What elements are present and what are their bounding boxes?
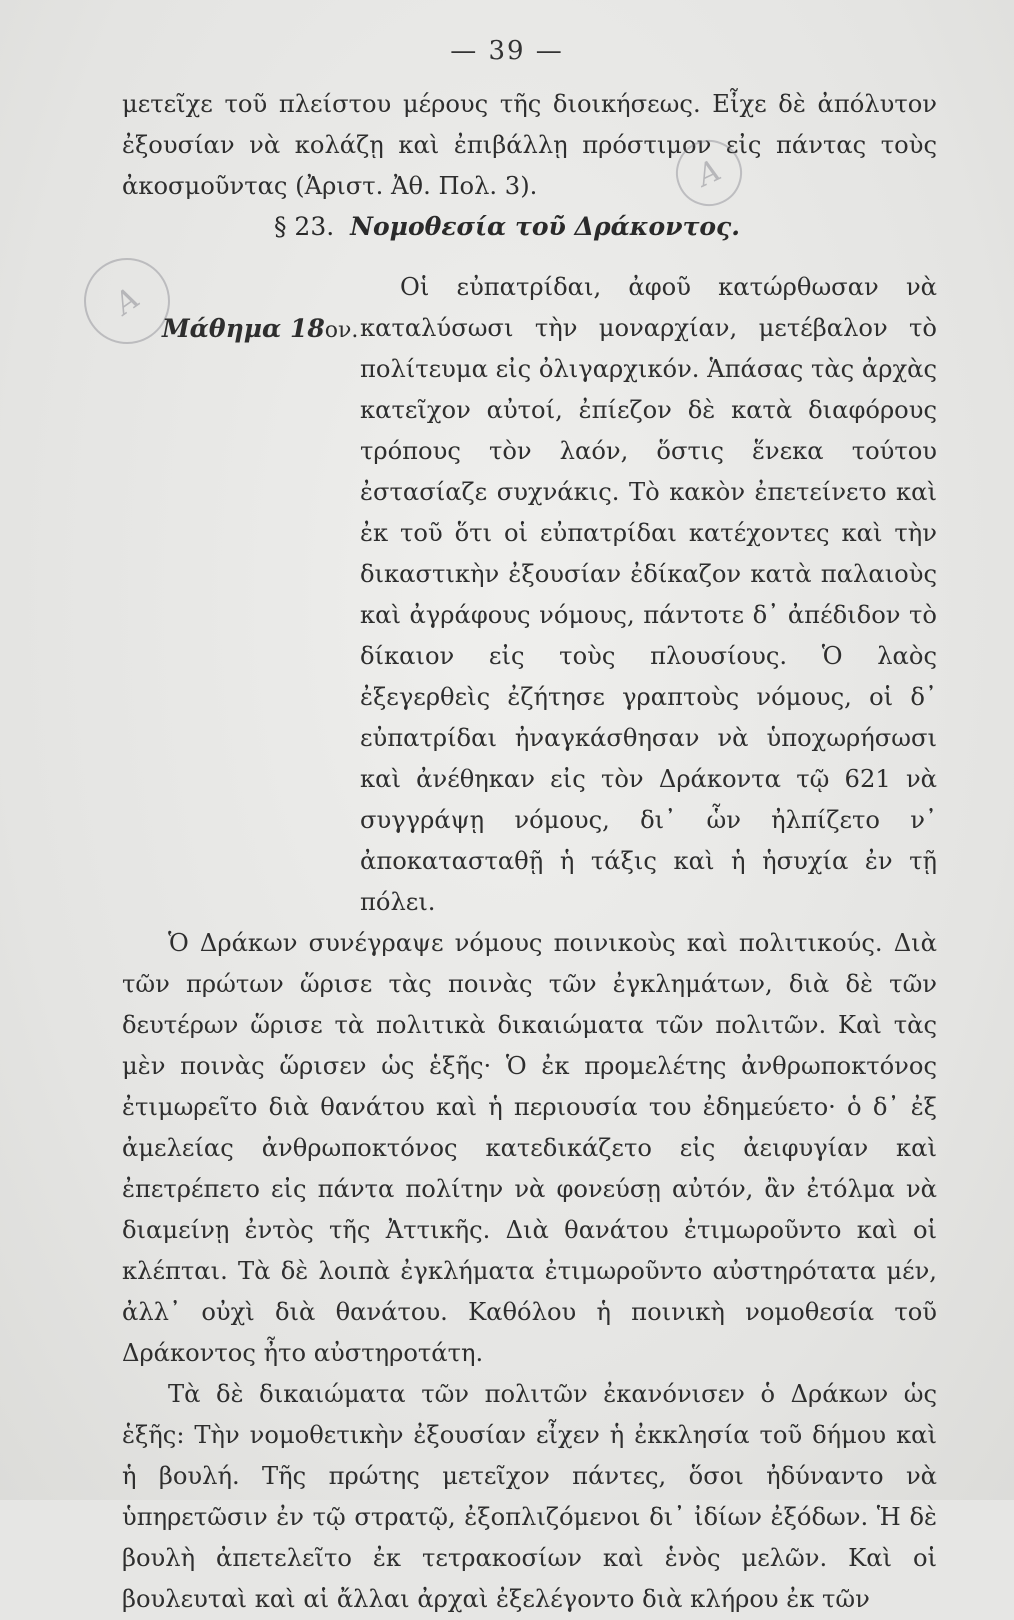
section-heading <box>0 212 1014 241</box>
paragraph-3: Τὰ δὲ δικαιώματα τῶν πολιτῶν ἐκανόνισεν ὁ Δράκων ὡς ἑξῆς: Τὴν νομοθετικὴν ἐξουσίαν εἶχεν ἡ ἐκκλησία τοῦ δήμου καὶ ἡ βουλή. Τῆς πρώτης μετεῖχον πάντες, ὅσοι ἠδύναντο νὰ ὑπηρετῶσιν ἐν τῷ στρατῷ, ἐξοπλιζόμενοι δι᾽ ἰδίων ἐξόδων. Ἡ δὲ βουλὴ ἀπετελεῖτο ἐκ τετρακοσίων καὶ ἑνὸς μελῶν. Καὶ οἱ βουλευταὶ καὶ αἱ ἄλλαι ἀρχαὶ ἐξελέγοντο διὰ κλήρου ἐκ τῶν <box>122 1380 937 1613</box>
section-number: § 23. <box>273 212 335 241</box>
paragraph-1-text: Οἱ εὐπατρίδαι, ἀφοῦ κατώρθωσαν νὰ καταλύσωσι τὴν μοναρχίαν, μετέβαλον τὸ πολίτευμα εἰς ὀλιγαρχικόν. Ἁπάσας τὰς ἀρχὰς κατεῖχον αὐτοί, ἐπίεζον δὲ κατὰ διαφόρους τρόπους τὸν λαόν, ὅστις ἕνεκα τούτου ἐστασίαζε συχνάκις. Τὸ κακὸν ἐπετείνετο καὶ ἐκ τοῦ ὅτι οἱ εὐπατρίδαι κατέχοντες καὶ τὴν δικαστικὴν ἐξουσίαν ἐδίκαζον κατὰ παλαιοὺς καὶ ἀγράφους νόμους, πάντοτε δ᾽ ἀπέδιδον τὸ δίκαιον εἰς τοὺς πλουσίους. Ὁ λαὸς ἐξεγερθεὶς ἐζήτησε γραπτοὺς νόμους, οἱ δ᾽ εὐπατρίδαι ἠναγκάσθησαν νὰ ὑποχωρήσωσι καὶ ἀνέθηκαν εἰς τὸν Δράκοντα τῷ 621 νὰ συγγράψῃ νόμους, δι᾽ ὧν ἠλπίζετο ν᾽ ἀποκατασταθῇ ἡ τάξις καὶ ἡ ἡσυχία ἐν τῇ πόλει. <box>360 273 937 916</box>
paragraph-2: Ὁ Δράκων συνέγραψε νόμους ποινικοὺς καὶ πολιτικούς. Διὰ τῶν πρώτων ὥρισε τὰς ποινὰς τῶν ἐγκλημάτων, διὰ δὲ τῶν δευτέρων ὥρισε τὰ πολιτικὰ δικαιώματα τῶν πολιτῶν. Καὶ τὰς μὲν ποινὰς ὥρισεν ὡς ἑξῆς· Ὁ ἐκ προμελέτης ἀνθρωποκτόνος ἐτιμωρεῖτο διὰ θανάτου καὶ ἡ περιουσία του ἐδημεύετο· ὁ δ᾽ ἐξ ἀμελείας ἀνθρωποκτόνος κατεδικάζετο εἰς ἀειφυγίαν καὶ ἐπετρέπετο εἰς πάντα πολίτην νὰ φονεύσῃ αὐτόν, ἂν ἐτόλμα νὰ διαμείνῃ ἐντὸς τῆς Ἀττικῆς. Διὰ θανάτου ἐτιμωροῦντο καὶ οἱ κλέπται. Τὰ δὲ λοιπὰ ἐγκλήματα ἐτιμωροῦντο αὐστηρότατα μέν, ἀλλ᾽ οὐχὶ διὰ θανάτου. Καθόλου ἡ ποινικὴ νομοθεσία τοῦ Δράκοντος ἦτο αὐστηροτάτη. <box>122 929 937 1367</box>
lesson-label-text: Μάθημα 18 <box>162 314 325 343</box>
lesson-label <box>122 308 358 351</box>
intro-paragraph: μετεῖχε τοῦ πλείστου μέρους τῆς διοικήσεως. Εἶχε δὲ ἀπόλυτον ἐξουσίαν νὰ κολάζῃ καὶ ἐπιβάλλῃ πρόστιμον εἰς πάντας τοὺς ἀκοσμοῦντας (Ἀριστ. Ἀθ. Πολ. 3). <box>122 90 937 200</box>
paragraph-1 <box>122 267 937 923</box>
main-text <box>122 267 937 1620</box>
intro-block <box>122 84 937 207</box>
library-stamp: A <box>665 129 753 217</box>
lesson-label-suffix: ον. <box>324 318 359 343</box>
section-title: Νομοθεσία τοῦ Δράκοντος. <box>350 212 740 241</box>
library-stamp-margin: A <box>67 241 187 361</box>
page-number: — 39 — <box>450 36 564 66</box>
